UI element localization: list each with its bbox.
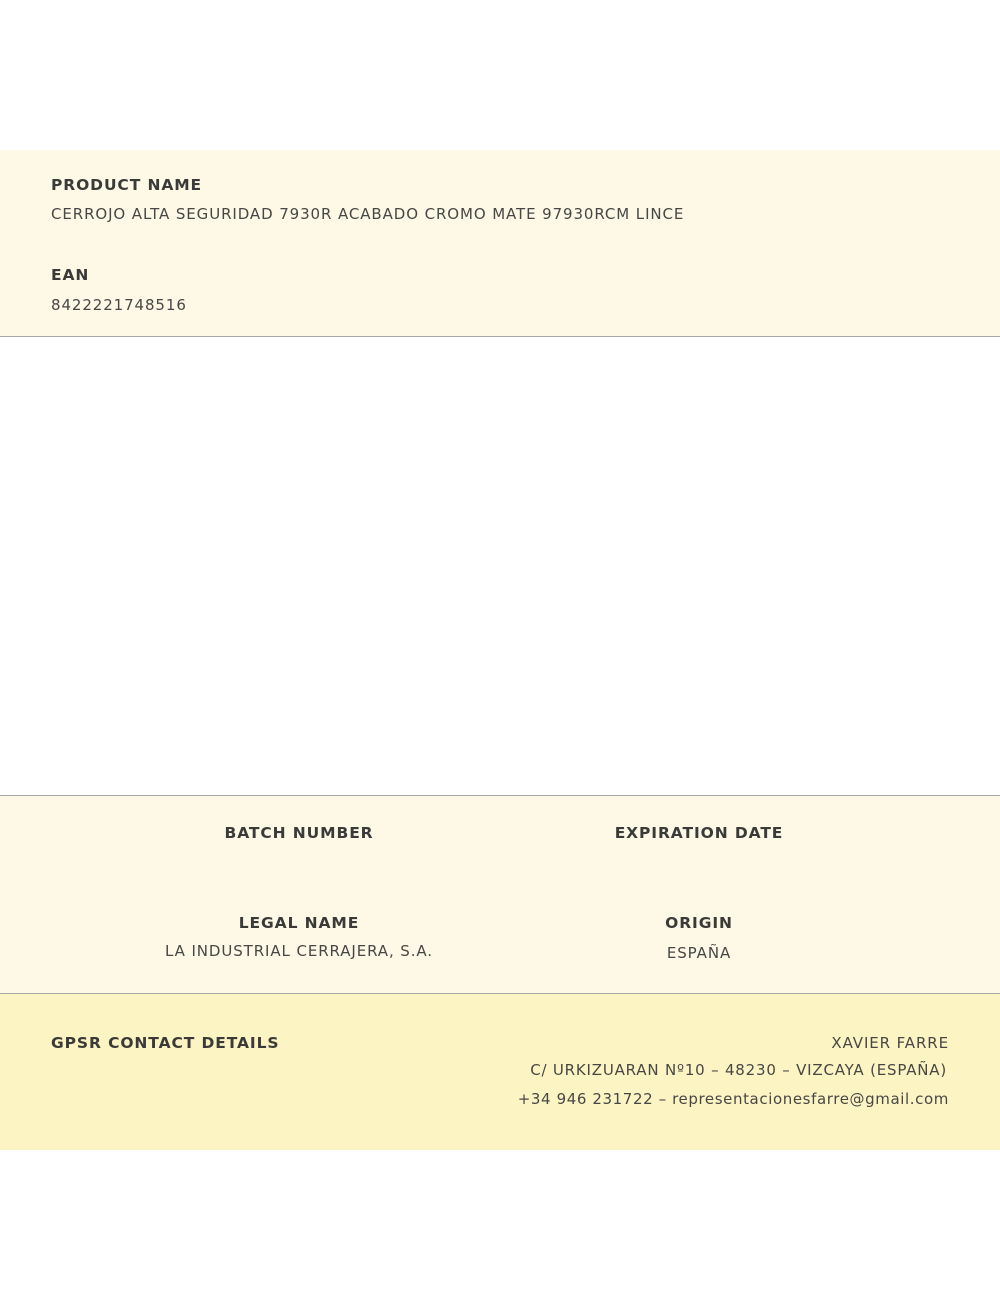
product-section bbox=[0, 150, 1000, 337]
legal-name-label: LEGAL NAME bbox=[238, 914, 360, 932]
contact-name: XAVIER FARRE bbox=[831, 1034, 949, 1052]
ean-label: EAN bbox=[51, 266, 90, 284]
ean-value: 8422221748516 bbox=[51, 296, 187, 314]
batch-number-label: BATCH NUMBER bbox=[224, 824, 374, 842]
batch-details-section bbox=[0, 795, 1000, 994]
origin-value: ESPAÑA bbox=[666, 944, 732, 962]
legal-name-value: LA INDUSTRIAL CERRAJERA, S.A. bbox=[165, 942, 433, 960]
origin-label: ORIGIN bbox=[665, 914, 733, 932]
gpsr-contact-section bbox=[0, 994, 1000, 1150]
contact-phone-email: +34 946 231722 – representacionesfarre@gmail.com bbox=[517, 1090, 949, 1108]
product-name-label: PRODUCT NAME bbox=[51, 176, 203, 194]
gpsr-contact-label: GPSR CONTACT DETAILS bbox=[51, 1034, 280, 1052]
product-name-value: CERROJO ALTA SEGURIDAD 7930R ACABADO CROMO MATE 97930RCM LINCE bbox=[51, 205, 685, 223]
expiration-date-label: EXPIRATION DATE bbox=[614, 824, 784, 842]
contact-address: C/ URKIZUARAN Nº10 – 48230 – VIZCAYA (ESPAÑA) bbox=[530, 1061, 947, 1079]
